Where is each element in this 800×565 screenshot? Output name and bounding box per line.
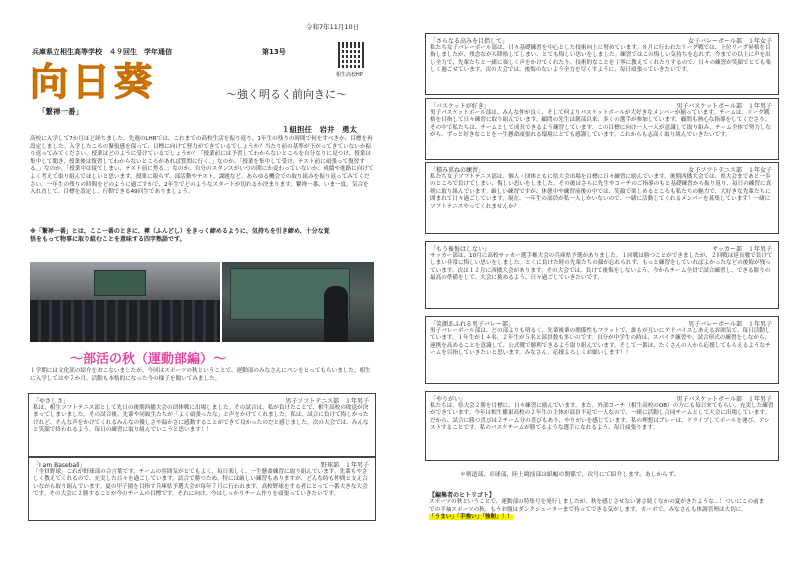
article-club: 男子バレーボール部 １年男子 [688,321,772,328]
teacher-name: １組担任 岩井 勇太 [282,125,357,134]
classroom-photo [222,262,374,342]
article-club: 男子ソフトテニス部 １年男子 [285,398,369,405]
article-club: 野球部 １年男子 [320,462,369,469]
article-box [425,98,779,160]
article-body: 「全員野球」これが野球部の合言葉です。チームの雰囲気がとてもよく、毎日楽しく、一生懸命練習に取り組んでいます。先輩もやさしく教えてくれるので、充実した日々を過ごしています。試合で勝つため、特には厳しい練習もありますが、どんな時も仲間と支え合いながら取り組んでいます。夏の甲子園を目指す兵庫県予選大会が毎年７月に行われます。高校野球をする者にとって一番大きな大会です。その大会に２勝することが今のチームの目標です。それに向け、今はしっかりチーム作りを頑張っていきたいです。 [33,469,368,498]
article-box [28,457,376,521]
issue-date: 令和7年11月10日 [306,23,360,31]
article-title: 「バスケットが好き」 [430,103,490,110]
article-club: サッカー部 １年男子 [712,246,772,253]
club-section-title: ～部活の秋（運動部編）～ [70,352,227,367]
article-body: 私は、相生ソフトテニス部として先日の後期西播大会の団体戦に出場しました。その試合は、私が負けたことで、相生高校の敗退が決まってしまいました。その試合後、先輩や同級生たちが「よく頑張ったな」と声をかけてくれました。私は、試合に負けて悔しかったけれど、そんな声をかけてくれるみんなの優しさや温かさに感動することができて良かったのだと感じました。次の大会では、みんなと笑顔で終われるよう、毎日の練習に取り組んでいこうと思います！！ [33,405,369,434]
article-box [425,162,779,234]
article-club: 女子バレーボール部 １年女子 [688,38,772,45]
article-body: 男子バレーボール部は、どの部よりも明るく、先輩後輩の関係性もフラットで、誰もが互いにアドバイスしあえる雰囲気で、毎日活動しています。１年生が１４名、２年生が５名と部員数も多いのです。自分が中学生の時は、スパイク練習や、試合形式の練習をしながら、連携を高めることを意識して、公式戦で勝利できるよう取り組んでいます。そして一番は、たくさんの人から応援してもらえるようなチームを目指していきたいと思います。みなさん、応援よろしくお願いします！！ [430,328,771,357]
newsletter-title: 向日葵 [30,58,157,104]
article-box [28,393,376,457]
school-name: 兵庫県立相生高等学校 ４９回生 学年通信 [32,48,172,56]
article-club: 男子バスケットボール部 １年男子 [676,103,772,110]
article-box [425,391,779,461]
article-body: 男子バスケットボール部は、みんな仲が良く、そして何よりバスケットボールが大好きなメンバーが揃っています。チームは、リーグ戦格を目指して日々練習に取り組んでいます。顧問の先生は創部以来、多くの選手が参加しています。顧問も熱心な指導をしてくださり、その中で私たちは、チームとして成長できるよう練習しています。この目標に向け一人一人が意識して取り組み、チーム全体で努力しながら、ずっと好きなことを一生懸命頑張れる環境にとても感謝しています。これからも志高く取り組んでいきたいです。 [430,110,772,139]
editor-note-body: スポーツの秋ということで、運動部の特集号を発行しましたが、秋を感じさせない暑さ続くなかの夏がきたような…！ついにこの前までの半袖スポーツの秋、もうお腹はダンクシューターまで持ってできる気がします。カーボで、みなさんも体調管理は大切に。 [429,499,765,513]
article-body: サッカー部は、10月に高校サッカー選手権大会の兵庫県予選がありました。１回戦は勝つことができましたが、２回戦は延長戦で負けてしまい非常に悔しい思いをしました。とくに負けた時の先輩たちの顔が忘れられず、もっと練習をしていればよかったなどの後悔が残っています。次は１２月に西播大会があります。その大会では、負けて後悔をしないよう、今からチーム全員で試合練習し、できる限りの最高の準備をして、大会に挑めるよう、日々過ごしていきたいです。 [430,253,773,282]
motto-note: ※「繋禅一番」とは、ここ一番のときに、褌（ふんどし）をきっく締めるように、気持ちを引き締め、十分な覚悟をもって物事に取り組むことを意味する四字熟語です。 [30,228,330,243]
editor-note [429,492,769,522]
newsletter-subtitle: ～強く明るく前向きに～ [226,88,347,101]
footnote: ＊剣道部、卓球部、陸上競技部は紙幅の関係で、次号にて紹介します。あしからず。 [460,472,680,478]
article-body: 私たちは、県大会２勝を目標に、日々練習に励んでいます。また、外部コーチ（相生高校のOB）の方にも毎日来てもらい、充実した練習ができています。今年は相生播東高校の２年生の主体が部員不足で一人なので、一緒に活動し合同チームとして大会に出場しています。だから、試合に勝つ喜びは２チーム分の喜びもあり、やりがいを感じています。私の理想はプレーは、ドライブしてボールを運び、アシストすることです。私のバスケチームが勝てるような選手になれるよう、毎日頑張ります。 [430,403,774,432]
article-box [425,241,779,309]
article-title: 「やさしさ」 [33,398,70,405]
article-club: 男子バスケットボール部 １年男子 [676,396,772,403]
article-title: 「積み重ねの練習」 [430,167,485,174]
article-title: 「I am Baseball」 [33,462,86,469]
club-intro: １学期には文化部の紹介をおこないましたが、今回はスポーツの秋ということで、運動部のみなさんにペンをとってもらいました。相生に入学してはや７か月、活動も本格的になった今の様子を聞いてみました。 [30,368,371,382]
article-title: 「笑顔あふれる男子バレー部」 [430,321,515,328]
article-title: 「やりがい」 [430,396,467,403]
article-title: 「もう後悔はしない」 [430,246,491,253]
editor-note-highlight: 「うまい」「手強い」「強靭」！！ [429,514,513,521]
issue-number: 第13号 [262,48,286,56]
article-club: 女子ソフトテニス部 １年女子 [688,167,772,174]
article-box [425,33,779,95]
article-body: 私たち女子ソフトテニス部は、個人・団体ともに県大会出場を目標に日々練習に励んでいます。後期西播大会では、県大会まであと一歩のところで負けてしまい、悔しい思いをしました。その後はさらに先生やコーチのご指導のもと基礎練習から振り返り、毎日の練習に真剣に取り組んでいます。厳しい練習ですが、休憩中や練習前後の中では、笑顔で楽しめるところも私たちの魅力で、大好きな先輩たちに囲まれて日々過ごしています。現在、一年生の部員が私一人しかいないので、一緒に活動してくれるメンバーを募集しています！一緒にソフトテニスやってくれませんか？ [430,174,772,210]
article-title: 「さらなる高みを目指して」 [430,38,509,45]
qr-code-icon[interactable] [338,42,364,68]
editor-note-title: 【編集者のヒトリゴト】 [429,492,495,499]
article-body: 私たち女子バレーボール部は、日々基礎練習を中心とした技術向上に努めています。８月に行われたリーグ戦では、上位リーグ昇格を目指しましたが、残念ながら降格してしまい、とても悔しい思いをしました。練習ではこの悔しい気持ちを忘れず、今までの以上に声を出し全力で、先輩たちと一緒に楽しく声をかけてくれたり、技術的なことを丁寧に教えてくれたりするので、日々の練習が笑顔でとても楽しく過ごせています。次の大会では、後悔のないよう全力を尽くすように、毎日頑張っていきたいです。 [430,45,771,74]
article-box [425,316,779,384]
qr-label: 相生高校HP [336,72,363,78]
class-photo [30,262,220,342]
column-motto: 「繋禅一番」 [38,107,83,116]
intro-text: 高校に入学して7か月ほど経ちました。先週のLHRでは、これまでの高校生活を振り返り、1年生の残りの時間で何をすべきか、目標を再設定しました。入学したころの緊張感を保って、目標に向けて努力ができているでしょうか？当たり前の基準が下がってきていないか振り返ってみてください。授業はどのように受けているでしょうか？「授業前には予習してわからないところを自分なりに見つけ、授業は集中して聞き、授業後は復習してわからないところがあれば質問に行く。」なのか、「授業を集中して受け、テスト前に頑張って復習する。」なのか、「授業中は寝てしまい、テスト前に焦る。」なのか、自分のスタンスがいつの間にか変わっていないか、成績や進路に向けてよく考えて取り組んでほしいと思います。授業に限らず、部活動やテスト、課題など、あらゆる機会での取り組みを振り返ってみてください。一年生の残りの時間をどのように過ごすかで、2年生でどのようなスタートが切れるか決まります。繋禅一番、いま一度、気合を入れ直して、目標を設定し、行動できる49回生でありましょう。 [30,136,374,196]
